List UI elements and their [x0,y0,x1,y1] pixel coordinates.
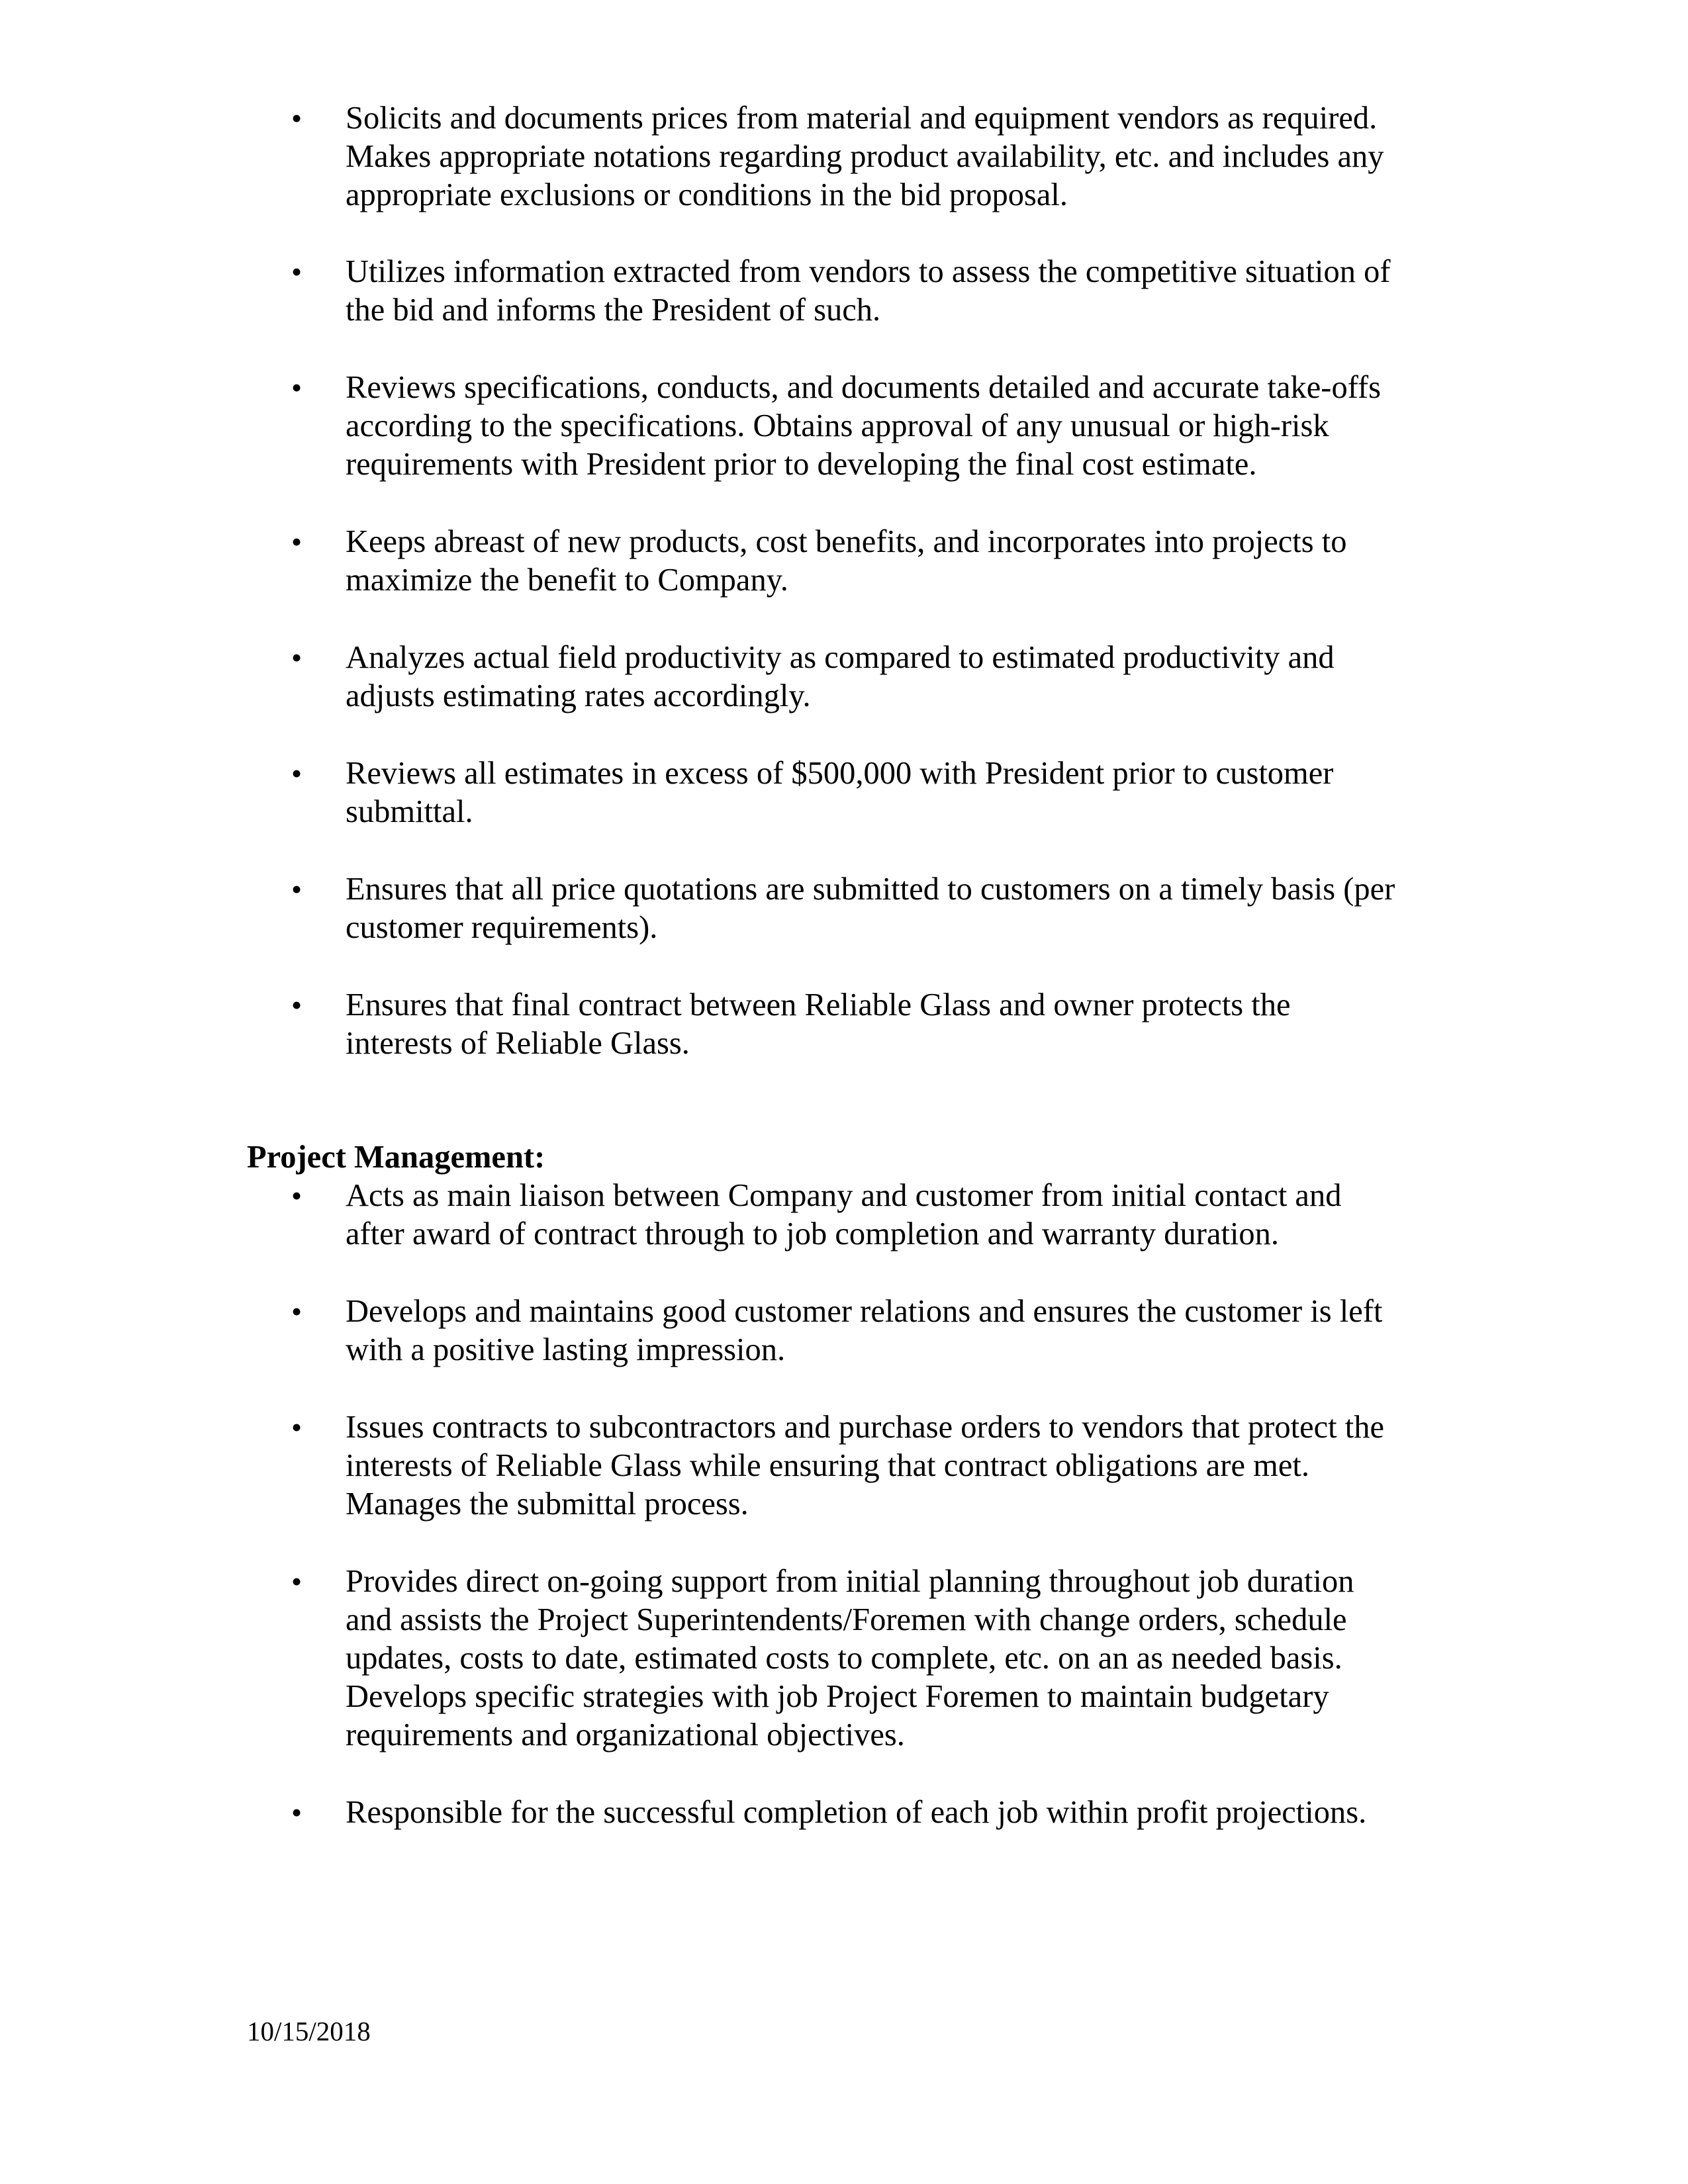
bullet: • [291,872,303,906]
section-heading-project-management: Project Management: [247,1140,545,1175]
list-item-text: Provides direct on-going support from initial planning throughout job duration and assists the Project Superintendents/Foremen with change orders, schedule updates, costs to date, estimated costs to complete, etc. on an as needed basis. Develops specific strategies with job Project Foremen to maintain budgetary requirements and organizational objectives. [346,1564,1354,1752]
list-item-text: Ensures that all price quotations are submitted to customers on a timely basis (per customer requirements). [346,872,1395,945]
list-item-text: Solicits and documents prices from material and equipment vendors as required. Makes appropriate notations regarding product availability, etc. and includes any appropriate exclusions or conditions in the bid proposal. [346,101,1384,212]
list-item-text: Responsible for the successful completion of each job within profit projections. [346,1795,1367,1830]
bullet: • [291,1410,303,1444]
bullet: • [291,525,303,559]
list-item-text: Utilizes information extracted from vendors to assess the competitive situation of the bid and informs the President of such. [346,254,1391,328]
bullet: • [291,756,303,790]
bullet: • [291,641,303,674]
list-item-text: Reviews all estimates in excess of $500,000 with President prior to customer submittal. [346,756,1334,829]
bullet: • [291,101,303,135]
bullet: • [291,1295,303,1328]
bullet: • [291,1179,303,1212]
bullet: • [291,988,303,1022]
bullet: • [291,1796,303,1829]
footer-date: 10/15/2018 [247,2016,371,2046]
bullet: • [291,255,303,289]
list-item-text: Ensures that final contract between Reliable Glass and owner protects the interests of Reliable Glass. [346,987,1291,1061]
list-item-text: Keeps abreast of new products, cost benefits, and incorporates into projects to maximize the benefit to Company. [346,524,1347,598]
list-item-text: Reviews specifications, conducts, and documents detailed and accurate take-offs according to the specifications. Obtains approval of any unusual or high-risk requirements with President prior to developing the final cost estimate. [346,370,1382,482]
bullet: • [291,1565,303,1598]
list-item-text: Develops and maintains good customer relations and ensures the customer is left with a positive lasting impression. [346,1294,1383,1367]
list-item-text: Issues contracts to subcontractors and purchase orders to vendors that protect the interests of Reliable Glass while ensuring that contract obligations are met. Manages the submittal process. [346,1410,1385,1522]
list-item-text: Analyzes actual field productivity as compared to estimated productivity and adjusts estimating rates accordingly. [346,640,1335,713]
list-item-text: Acts as main liaison between Company and customer from initial contact and after award of contract through to job completion and warranty duration. [346,1178,1342,1251]
bullet: • [291,371,303,404]
